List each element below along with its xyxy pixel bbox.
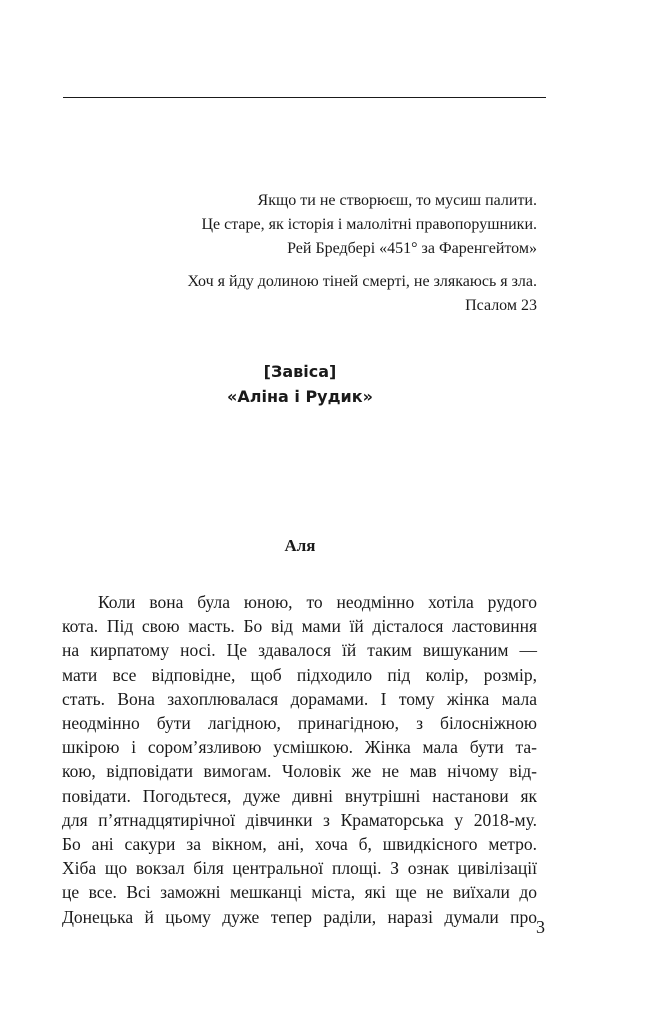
epigraph-attribution: Рей Бредбері «451° за Фаренгейтом» — [287, 240, 537, 257]
paragraph-line: Донецька й цьому дуже тепер раділи, наразі думали про — [62, 906, 537, 927]
chapter-title: Аля — [284, 536, 316, 555]
paragraph-line: Коли вона була юною, то неодмінно хотіла рудого — [98, 592, 537, 612]
paragraph-line: Хіба що вокзал біля центральної площі. З ознак цивілізації — [62, 858, 537, 879]
paragraph-line: на кирпатому носі. Це здавалося їй таким вишуканим — — [62, 640, 537, 661]
epigraph-attribution: Псалом 23 — [465, 297, 537, 314]
paragraph-line: мати все відповідне, щоб підходило під колір, розмір, — [62, 664, 537, 685]
body-paragraph — [62, 590, 537, 929]
paragraph-line: кота. Під свою масть. Бо від мами їй дісталося ластовиння — [62, 616, 537, 637]
epigraph-line: Якщо ти не створюєш, то мусиш палити. — [257, 192, 537, 209]
epigraph-line: Це старе, як історія і малолітні правопорушники. — [201, 216, 537, 233]
section-heading-title: «Аліна і Рудик» — [227, 387, 373, 406]
paragraph-line: неодмінно бути лагідною, принагідною, з білосніжною — [62, 713, 537, 734]
paragraph-line: повідати. Погодьтеся, дуже дивні внутрішні настанови як — [62, 785, 537, 806]
epigraph-psalm — [187, 270, 537, 318]
paragraph-line: стать. Вона захоплювалася дорамами. І тому жінка мала — [62, 688, 537, 709]
paragraph-line: шкірою і сором’язливою усмішкою. Жінка мала бути та- — [62, 737, 537, 758]
paragraph-line: для п’ятнадцятирічної дівчинки з Краматорська у 2018-му. — [62, 809, 537, 830]
header-rule — [63, 97, 546, 98]
epigraph-bradbury — [201, 189, 537, 261]
epigraph-line: Хоч я йду долиною тіней смерті, не злякаюсь я зла. — [187, 273, 537, 290]
section-heading-curtain: [Завіса] — [263, 362, 337, 381]
paragraph-line: це все. Всі заможні мешканці міста, які ще не виїхали до — [62, 882, 537, 903]
page-number: 3 — [536, 917, 545, 937]
paragraph-line: Бо ані сакури за вікном, ані, хоча б, швидкісного метро. — [62, 834, 537, 855]
paragraph-line: кою, відповідати вимогам. Чоловік же не мав нічому від- — [62, 761, 537, 782]
